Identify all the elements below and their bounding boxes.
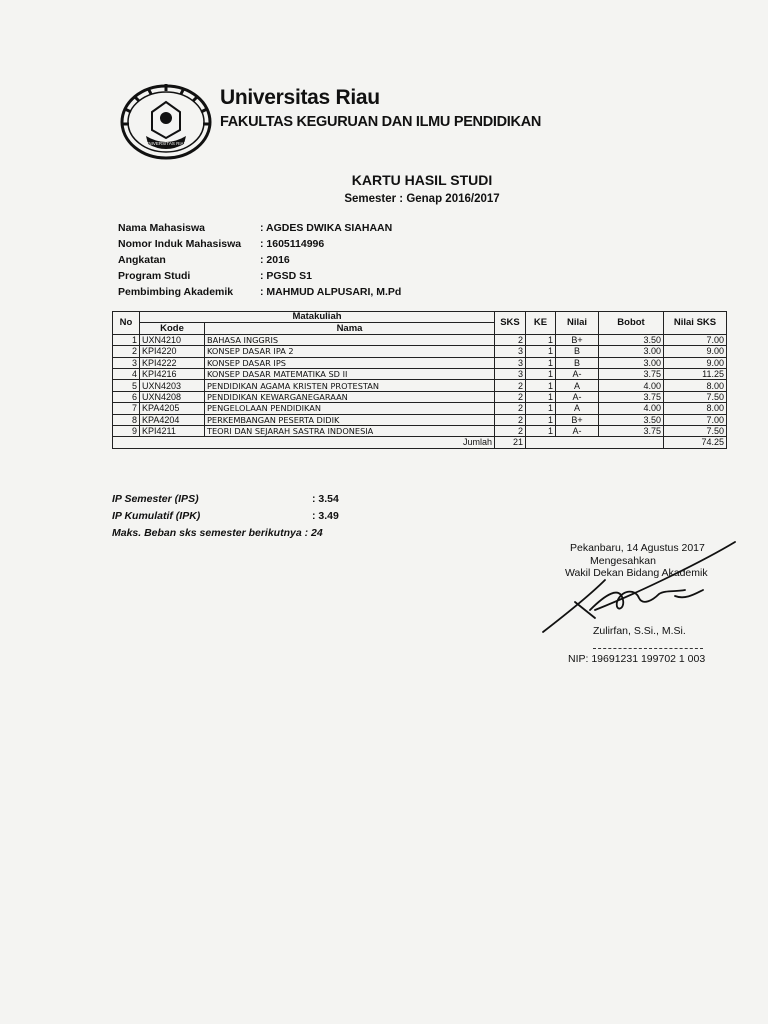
cell-sks: 2 — [495, 414, 526, 425]
cell-kode: UXN4210 — [140, 334, 205, 345]
cell-nilai-sks: 7.50 — [664, 391, 727, 402]
cell-nilai-sks: 8.00 — [664, 380, 727, 391]
cell-nama: KONSEP DASAR IPS — [205, 357, 495, 368]
cell-sks: 2 — [495, 380, 526, 391]
faculty-name: FAKULTAS KEGURUAN DAN ILMU PENDIDIKAN — [220, 114, 542, 130]
cell-ke: 1 — [526, 368, 556, 379]
col-header-ke: KE — [526, 312, 556, 335]
table-row — [113, 357, 727, 368]
signature-nip: NIP: 19691231 199702 1 003 — [568, 653, 706, 665]
info-value: : PGSD S1 — [260, 270, 312, 282]
cell-nilai: B+ — [556, 414, 599, 425]
cell-bobot: 4.00 — [599, 403, 664, 414]
info-label: Program Studi — [118, 270, 191, 282]
table-row — [113, 346, 727, 357]
cell-bobot: 3.50 — [599, 414, 664, 425]
cell-bobot: 3.75 — [599, 368, 664, 379]
cell-no: 1 — [113, 334, 140, 345]
cell-bobot: 3.50 — [599, 334, 664, 345]
col-header-matakuliah: Matakuliah — [140, 312, 495, 323]
cell-bobot: 3.00 — [599, 357, 664, 368]
col-header-nilai: Nilai — [556, 312, 599, 335]
col-header-bobot: Bobot — [599, 312, 664, 335]
signature-place-date: Pekanbaru, 14 Agustus 2017 — [570, 542, 705, 554]
cell-no: 2 — [113, 346, 140, 357]
total-row — [113, 437, 727, 448]
cell-nilai-sks: 8.00 — [664, 403, 727, 414]
table-row — [113, 334, 727, 345]
cell-nilai: A — [556, 403, 599, 414]
semester-label: Semester : Genap 2016/2017 — [344, 193, 500, 205]
signature-approval: Mengesahkan — [590, 555, 656, 567]
cell-bobot: 3.00 — [599, 346, 664, 357]
cell-nilai: B — [556, 346, 599, 357]
total-label: Jumlah — [113, 437, 495, 448]
cell-sks: 3 — [495, 357, 526, 368]
cell-nilai-sks: 9.00 — [664, 346, 727, 357]
summary-label: IP Semester (IPS) — [112, 493, 199, 505]
cell-nilai: A- — [556, 368, 599, 379]
info-value: : 1605114996 — [260, 238, 325, 250]
cell-no: 5 — [113, 380, 140, 391]
cell-no: 3 — [113, 357, 140, 368]
total-spacer — [526, 437, 664, 448]
cell-bobot: 4.00 — [599, 380, 664, 391]
cell-nama: BAHASA INGGRIS — [205, 334, 495, 345]
cell-ke: 1 — [526, 357, 556, 368]
cell-sks: 2 — [495, 334, 526, 345]
cell-nilai: B — [556, 357, 599, 368]
cell-ke: 1 — [526, 334, 556, 345]
col-header-nilai-sks: Nilai SKS — [664, 312, 727, 335]
cell-nama: KONSEP DASAR MATEMATIKA SD II — [205, 368, 495, 379]
cell-nilai: A- — [556, 425, 599, 436]
cell-kode: KPI4222 — [140, 357, 205, 368]
cell-nama: TEORI DAN SEJARAH SASTRA INDONESIA — [205, 425, 495, 436]
info-label: Angkatan — [118, 254, 166, 266]
cell-nilai: A- — [556, 391, 599, 402]
cell-nilai-sks: 7.50 — [664, 425, 727, 436]
cell-ke: 1 — [526, 403, 556, 414]
summary-value: : 3.49 — [312, 510, 339, 522]
cell-sks: 2 — [495, 425, 526, 436]
col-header-nama: Nama — [205, 323, 495, 334]
info-value: : AGDES DWIKA SIAHAAN — [260, 222, 393, 234]
max-load-text: Maks. Beban sks semester berikutnya : 24 — [112, 527, 323, 539]
cell-sks: 3 — [495, 368, 526, 379]
cell-nama: PERKEMBANGAN PESERTA DIDIK — [205, 414, 495, 425]
cell-nilai-sks: 7.00 — [664, 414, 727, 425]
cell-kode: KPI4211 — [140, 425, 205, 436]
cell-nilai: B+ — [556, 334, 599, 345]
university-name: Universitas Riau — [220, 86, 380, 109]
cell-sks: 3 — [495, 346, 526, 357]
cell-nilai-sks: 9.00 — [664, 357, 727, 368]
table-row — [113, 403, 727, 414]
document-title: KARTU HASIL STUDI — [351, 172, 493, 188]
cell-no: 6 — [113, 391, 140, 402]
cell-kode: KPA4205 — [140, 403, 205, 414]
cell-nilai-sks: 11.25 — [664, 368, 727, 379]
cell-ke: 1 — [526, 391, 556, 402]
info-label: Pembimbing Akademik — [118, 286, 234, 298]
grades-table — [112, 311, 727, 449]
info-label: Nama Mahasiswa — [118, 222, 205, 234]
info-label: Nomor Induk Mahasiswa — [118, 238, 242, 250]
cell-nama: KONSEP DASAR IPA 2 — [205, 346, 495, 357]
table-row — [113, 368, 727, 379]
cell-kode: UXN4203 — [140, 380, 205, 391]
signature-position: Wakil Dekan Bidang Akademik — [565, 567, 708, 579]
cell-nama: PENDIDIKAN AGAMA KRISTEN PROTESTAN — [205, 380, 495, 391]
cell-sks: 2 — [495, 391, 526, 402]
university-logo-icon — [118, 82, 214, 162]
cell-ke: 1 — [526, 425, 556, 436]
signature-name: Zulirfan, S.Si., M.Si. — [593, 625, 686, 637]
table-row — [113, 414, 727, 425]
summary-label: IP Kumulatif (IPK) — [112, 510, 201, 522]
col-header-sks: SKS — [495, 312, 526, 335]
cell-bobot: 3.75 — [599, 391, 664, 402]
cell-ke: 1 — [526, 414, 556, 425]
info-value: : 2016 — [260, 254, 290, 266]
cell-no: 9 — [113, 425, 140, 436]
total-nilai-sks: 74.25 — [664, 437, 727, 448]
total-sks: 21 — [495, 437, 526, 448]
cell-kode: KPI4220 — [140, 346, 205, 357]
cell-no: 7 — [113, 403, 140, 414]
table-row — [113, 380, 727, 391]
info-value: : MAHMUD ALPUSARI, M.Pd — [260, 286, 402, 298]
col-header-no: No — [113, 312, 140, 335]
cell-nilai-sks: 7.00 — [664, 334, 727, 345]
cell-kode: KPI4216 — [140, 368, 205, 379]
cell-sks: 2 — [495, 403, 526, 414]
col-header-kode: Kode — [140, 323, 205, 334]
cell-ke: 1 — [526, 346, 556, 357]
cell-nama: PENGELOLAAN PENDIDIKAN — [205, 403, 495, 414]
cell-kode: UXN4208 — [140, 391, 205, 402]
cell-no: 4 — [113, 368, 140, 379]
cell-no: 8 — [113, 414, 140, 425]
cell-kode: KPA4204 — [140, 414, 205, 425]
table-row — [113, 425, 727, 436]
cell-nilai: A — [556, 380, 599, 391]
cell-ke: 1 — [526, 380, 556, 391]
logo-text: UNIVERSITAS RIAU — [145, 141, 187, 146]
table-row — [113, 391, 727, 402]
signature-divider — [593, 648, 703, 649]
cell-bobot: 3.75 — [599, 425, 664, 436]
summary-value: : 3.54 — [312, 493, 339, 505]
cell-nama: PENDIDIKAN KEWARGANEGARAAN — [205, 391, 495, 402]
